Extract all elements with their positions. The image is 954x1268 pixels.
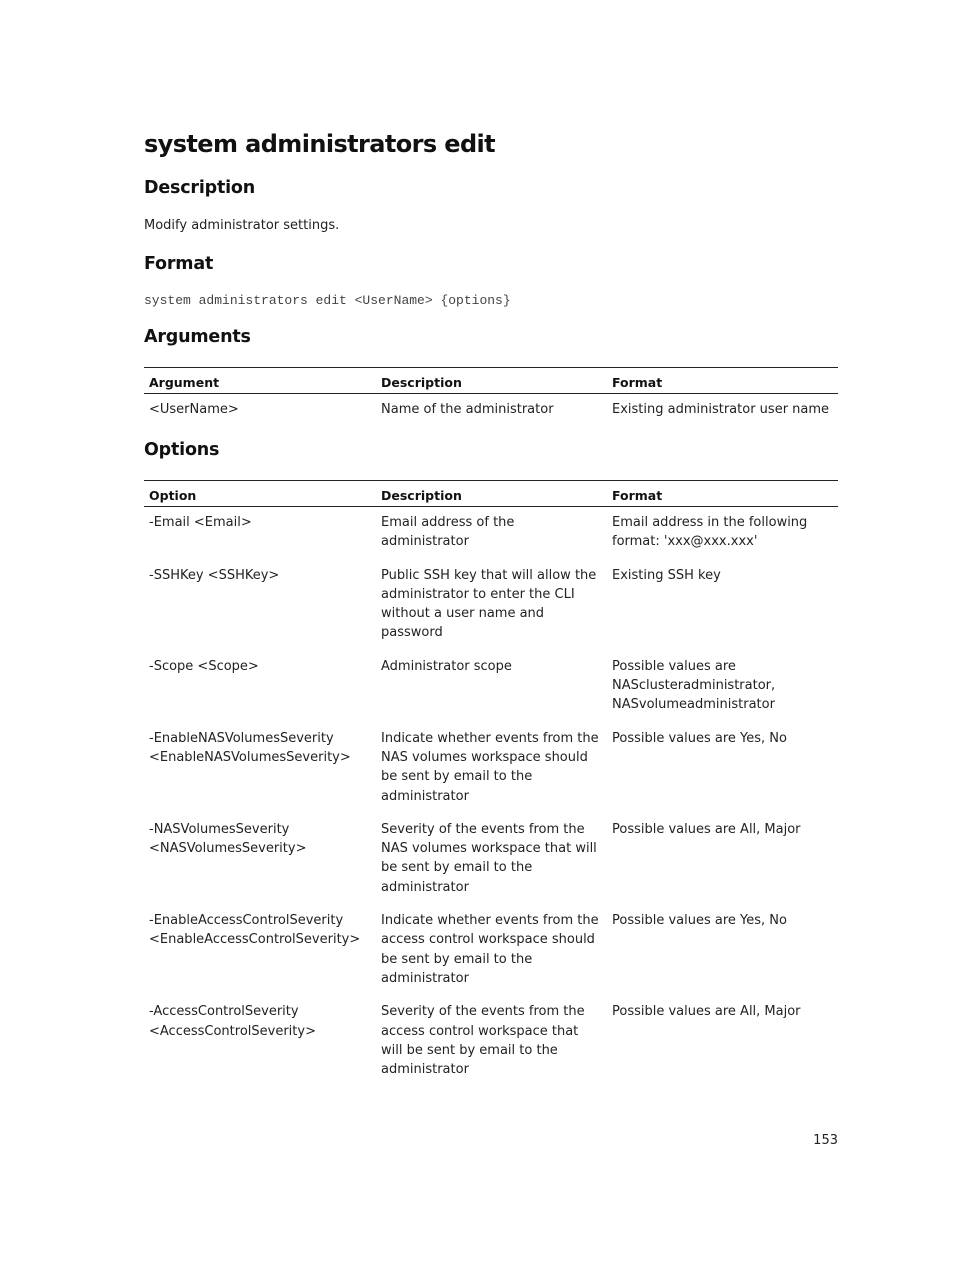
option-format-cell: Email address in the following format: 'xxx@xxx.xxx' xyxy=(612,515,808,550)
option-description-cell: Email address of the administrator xyxy=(381,515,515,550)
option-format-cell: Possible values are Yes, No xyxy=(612,730,787,746)
option-description-cell: Administrator scope xyxy=(381,658,512,674)
option-format-cell: Existing SSH key xyxy=(612,567,721,583)
format-code: system administrators edit <UserName> {options} xyxy=(144,293,511,308)
argument-name-cell: <UserName> xyxy=(149,402,239,417)
arguments-table xyxy=(144,367,838,427)
table-header-row xyxy=(144,481,838,507)
option-name-cell: -EnableNASVolumesSeverity <EnableNASVolumesSeverity> xyxy=(149,730,351,765)
column-header-format: Format xyxy=(607,368,838,394)
table-header-row xyxy=(144,368,838,394)
option-name-cell: -Email <Email> xyxy=(149,515,252,530)
options-table xyxy=(144,480,838,1087)
option-description-cell: Indicate whether events from the access control workspace should be sent by email to the administrator xyxy=(381,913,599,986)
format-heading: Format xyxy=(144,254,214,274)
page-number: 153 xyxy=(813,1133,838,1148)
page-title: system administrators edit xyxy=(144,130,496,158)
description-text: Modify administrator settings. xyxy=(144,218,340,233)
option-format-cell: Possible values are NASclusteradministrator, NASvolumeadministrator xyxy=(612,658,776,713)
option-name-cell: -Scope <Scope> xyxy=(149,658,259,674)
table-row xyxy=(144,723,838,814)
description-heading: Description xyxy=(144,178,255,198)
option-name-cell: -SSHKey <SSHKey> xyxy=(149,567,280,583)
option-format-cell: Possible values are All, Major xyxy=(612,1004,801,1020)
column-header-option: Option xyxy=(144,481,376,507)
column-header-description: Description xyxy=(376,368,607,394)
arguments-heading: Arguments xyxy=(144,327,251,347)
option-name-cell: -NASVolumesSeverity <NASVolumesSeverity> xyxy=(149,821,307,857)
table-row xyxy=(144,394,838,428)
argument-description-cell: Name of the administrator xyxy=(381,402,554,417)
option-description-cell: Severity of the events from the access control workspace that will be sent by email to the administrator xyxy=(381,1004,585,1078)
column-header-description: Description xyxy=(376,481,607,507)
option-name-cell: -AccessControlSeverity <AccessControlSeverity> xyxy=(149,1004,316,1039)
table-row xyxy=(144,905,838,996)
table-row xyxy=(144,507,838,560)
option-name-cell: -EnableAccessControlSeverity <EnableAccessControlSeverity> xyxy=(149,913,361,948)
table-row xyxy=(144,651,838,723)
document-page xyxy=(144,126,838,1078)
table-row xyxy=(144,814,838,905)
table-row xyxy=(144,560,838,651)
argument-format-cell: Existing administrator user name xyxy=(612,402,830,417)
column-header-argument: Argument xyxy=(144,368,376,394)
table-row xyxy=(144,996,838,1087)
option-format-cell: Possible values are Yes, No xyxy=(612,913,787,929)
option-format-cell: Possible values are All, Major xyxy=(612,821,801,837)
option-description-cell: Severity of the events from the NAS volumes workspace that will be sent by email to the administrator xyxy=(381,821,597,895)
column-header-format: Format xyxy=(607,481,838,507)
option-description-cell: Indicate whether events from the NAS volumes workspace should be sent by email to the administrator xyxy=(381,730,599,804)
options-heading: Options xyxy=(144,440,220,460)
option-description-cell: Public SSH key that will allow the administrator to enter the CLI without a user name and password xyxy=(381,567,597,641)
